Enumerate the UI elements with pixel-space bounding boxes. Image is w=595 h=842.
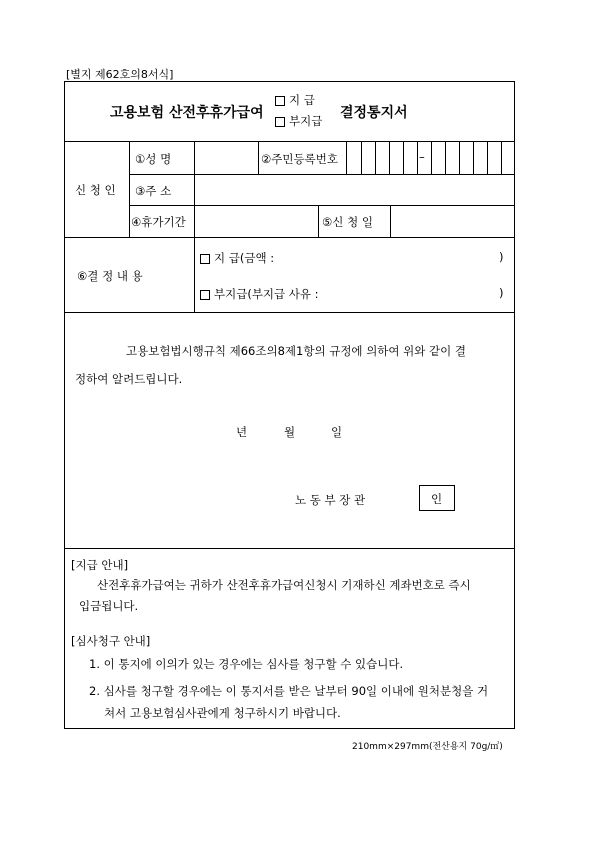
title-main: 고용보험 산전후휴가급여 xyxy=(110,105,264,121)
name-label: ①성 명 xyxy=(135,152,172,166)
payment-guide-heading: [지급 안내] xyxy=(71,558,129,572)
date-year: 년 xyxy=(236,425,248,439)
divider xyxy=(64,141,514,142)
address-label: ③주 소 xyxy=(135,184,172,198)
form-id: [별지 제62호의8서식] xyxy=(66,68,174,81)
appeal-guide-item2-line2: 쳐서 고용보험심사관에게 청구하시기 바랍니다. xyxy=(104,706,341,720)
divider xyxy=(129,205,514,206)
checkbox-icon[interactable] xyxy=(200,254,210,264)
divider xyxy=(64,237,514,238)
title-suffix: 결정통지서 xyxy=(340,105,408,121)
divider xyxy=(129,174,514,175)
notice-line2: 정하여 알려드립니다. xyxy=(75,372,183,386)
appeal-guide-heading: [심사청구 안내] xyxy=(71,634,151,648)
divider xyxy=(346,141,347,174)
date-month: 월 xyxy=(284,425,296,439)
rrn-dash: – xyxy=(419,150,425,164)
decision-nopay-close: ) xyxy=(499,286,504,300)
title-option-pay: 지 급 xyxy=(275,92,315,108)
decision-pay-close: ) xyxy=(499,250,504,264)
checkbox-icon[interactable] xyxy=(275,96,285,106)
form-border xyxy=(64,81,515,729)
appeal-guide-item2-line1: 2. 심사를 청구할 경우에는 이 통지서를 받은 날부터 90일 이내에 원처분청을 거 xyxy=(89,684,489,698)
payment-guide-line1: 산전후휴가급여는 귀하가 산전후휴가급여신청시 기재하신 계좌번호로 즉시 xyxy=(97,578,471,592)
title-option-nopay: 부지급 xyxy=(275,113,322,129)
decision-pay-line: 지 급(금액 : xyxy=(200,250,274,266)
divider xyxy=(194,141,195,174)
apply-date-label: ⑤신 청 일 xyxy=(322,215,373,229)
appeal-guide-item1: 1. 이 통지에 이의가 있는 경우에는 심사를 청구할 수 있습니다. xyxy=(89,657,404,671)
applicant-label: 신 청 인 xyxy=(75,183,116,197)
decision-nopay-line: 부지급(부지급 사유 : xyxy=(200,286,319,302)
leave-period-label: ④휴가기간 xyxy=(131,215,186,229)
divider xyxy=(258,141,259,174)
decision-label: ⑥결 정 내 용 xyxy=(77,269,143,283)
divider xyxy=(64,548,514,549)
issuer: 노 동 부 장 관 xyxy=(295,493,366,507)
date-day: 일 xyxy=(331,425,343,439)
checkbox-icon[interactable] xyxy=(200,290,210,300)
rrn-label: ②주민등록번호 xyxy=(261,152,338,166)
checkbox-icon[interactable] xyxy=(275,117,285,127)
notice-line1: 고용보험법시행규칙 제66조의8제1항의 규정에 의하여 위와 같이 결 xyxy=(126,344,467,358)
divider xyxy=(129,141,130,237)
paper-spec: 210mm×297mm(전산용지 70g/㎡) xyxy=(352,742,503,752)
divider xyxy=(64,312,514,313)
seal-label: 인 xyxy=(431,492,443,506)
payment-guide-line2: 입금됩니다. xyxy=(79,599,139,613)
